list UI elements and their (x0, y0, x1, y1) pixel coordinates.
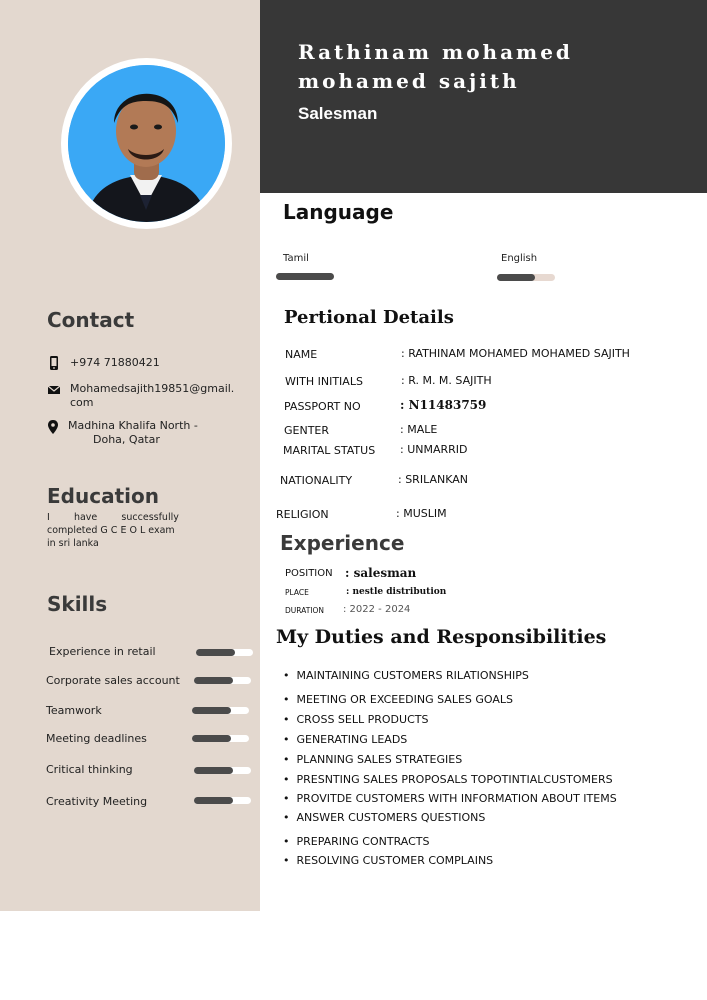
name-line-1: Rathinam mohamed (298, 40, 573, 64)
duration-value: : 2022 - 2024 (343, 604, 411, 615)
duty-item: • PRESNTING SALES PROPOSALS TOPOTINTIALCUSTOMERS (283, 773, 613, 786)
duties-heading: My Duties and Responsibilities (276, 626, 607, 648)
duty-text: MAINTAINING CUSTOMERS RILATIONSHIPS (296, 669, 529, 682)
skill-label: Meeting deadlines (46, 732, 147, 745)
duty-item: • GENERATING LEADS (283, 733, 408, 746)
duty-text: ANSWER CUSTOMERS QUESTIONS (296, 811, 486, 824)
skill-bar (194, 797, 251, 804)
skill-label: Critical thinking (46, 763, 133, 776)
duty-item: • CROSS SELL PRODUCTS (283, 713, 429, 726)
duty-text: CROSS SELL PRODUCTS (296, 713, 429, 726)
skill-label: Corporate sales account (46, 674, 180, 687)
personal-details-heading: Pertional Details (284, 307, 454, 328)
education-line-3: in sri lanka (47, 538, 99, 549)
mail-icon (47, 382, 61, 396)
skills-heading: Skills (47, 592, 108, 616)
education-text (47, 511, 179, 550)
skill-bar (196, 649, 253, 656)
email-address[interactable] (70, 382, 234, 410)
duty-item: • MAINTAINING CUSTOMERS RILATIONSHIPS (283, 669, 529, 682)
duty-text: PLANNING SALES STRATEGIES (296, 753, 463, 766)
language-bar (276, 273, 334, 280)
education-heading: Education (47, 484, 159, 508)
place-label: PLACE (285, 588, 309, 597)
email-line-2: com (70, 396, 94, 409)
position-label: POSITION (285, 568, 333, 579)
email-line-1: Mohamedsajith19851@gmail. (70, 382, 235, 395)
detail-value: : SRILANKAN (398, 473, 468, 486)
address-line-1: Madhina Khalifa North - (68, 419, 198, 432)
language-bar (497, 274, 555, 281)
address (68, 419, 198, 447)
detail-label: RELIGION (276, 508, 329, 521)
duty-item: • PLANNING SALES STRATEGIES (283, 753, 463, 766)
contact-heading: Contact (47, 308, 135, 332)
duration-label: DURATION (285, 606, 325, 615)
duty-text: MEETING OR EXCEEDING SALES GOALS (296, 693, 514, 706)
detail-value: : MALE (400, 423, 438, 436)
detail-label: PASSPORT NO (284, 400, 361, 413)
skill-bar (194, 677, 251, 684)
language-label: English (501, 253, 538, 264)
position-value: : salesman (345, 566, 417, 580)
skill-bar-fill (194, 677, 233, 684)
language-heading: Language (283, 200, 394, 224)
duty-item: • PREPARING CONTRACTS (283, 835, 430, 848)
duty-item: • RESOLVING CUSTOMER COMPLAINS (283, 854, 494, 867)
phone-number[interactable]: +974 71880421 (70, 356, 160, 369)
skill-bar (192, 735, 249, 742)
duty-text: PRESNTING SALES PROPOSALS TOPOTINTIALCUSTOMERS (296, 773, 613, 786)
duty-item: • MEETING OR EXCEEDING SALES GOALS (283, 693, 514, 706)
name-line-2: mohamed sajith (298, 69, 520, 93)
duty-item: • ANSWER CUSTOMERS QUESTIONS (283, 811, 486, 824)
detail-label: NATIONALITY (280, 474, 353, 487)
phone-icon (47, 355, 61, 369)
skill-bar (192, 707, 249, 714)
detail-value: : R. M. M. SAJITH (401, 374, 492, 387)
place-value: : nestle distribution (346, 587, 447, 597)
candidate-name (298, 38, 573, 96)
detail-label: NAME (285, 348, 318, 361)
detail-label: WITH INITIALS (285, 375, 363, 388)
skill-bar-fill (196, 649, 235, 656)
detail-value: : RATHINAM MOHAMED MOHAMED SAJITH (401, 347, 630, 360)
location-pin-icon (46, 419, 60, 433)
experience-heading: Experience (280, 531, 405, 555)
header-banner (260, 0, 707, 193)
detail-value: : UNMARRID (400, 443, 468, 456)
address-line-2: Doha, Qatar (93, 433, 160, 446)
duty-text: PREPARING CONTRACTS (296, 835, 430, 848)
duty-text: PROVITDE CUSTOMERS WITH INFORMATION ABOUT ITEMS (296, 792, 617, 805)
skill-label: Creativity Meeting (46, 795, 148, 808)
skill-bar-fill (192, 735, 231, 742)
duty-text: GENERATING LEADS (296, 733, 408, 746)
detail-value: : MUSLIM (396, 507, 447, 520)
job-title: Salesman (298, 104, 378, 123)
skill-bar-fill (194, 797, 233, 804)
skill-bar (194, 767, 251, 774)
education-line-1: I have successfully (47, 512, 179, 523)
skill-bar-fill (194, 767, 233, 774)
avatar (68, 65, 225, 222)
skill-label: Teamwork (46, 704, 102, 717)
skill-label: Experience in retail (49, 645, 156, 658)
duty-item: • PROVITDE CUSTOMERS WITH INFORMATION ABOUT ITEMS (283, 792, 617, 805)
language-bar-fill (276, 273, 334, 280)
language-label: Tamil (283, 253, 309, 264)
detail-label: MARITAL STATUS (283, 444, 376, 457)
skill-bar-fill (192, 707, 231, 714)
detail-value: : N11483759 (400, 398, 487, 412)
language-bar-fill (497, 274, 535, 281)
education-line-2: completed G C E O L exam (47, 525, 175, 536)
detail-label: GENTER (284, 424, 330, 437)
duty-text: RESOLVING CUSTOMER COMPLAINS (296, 854, 494, 867)
